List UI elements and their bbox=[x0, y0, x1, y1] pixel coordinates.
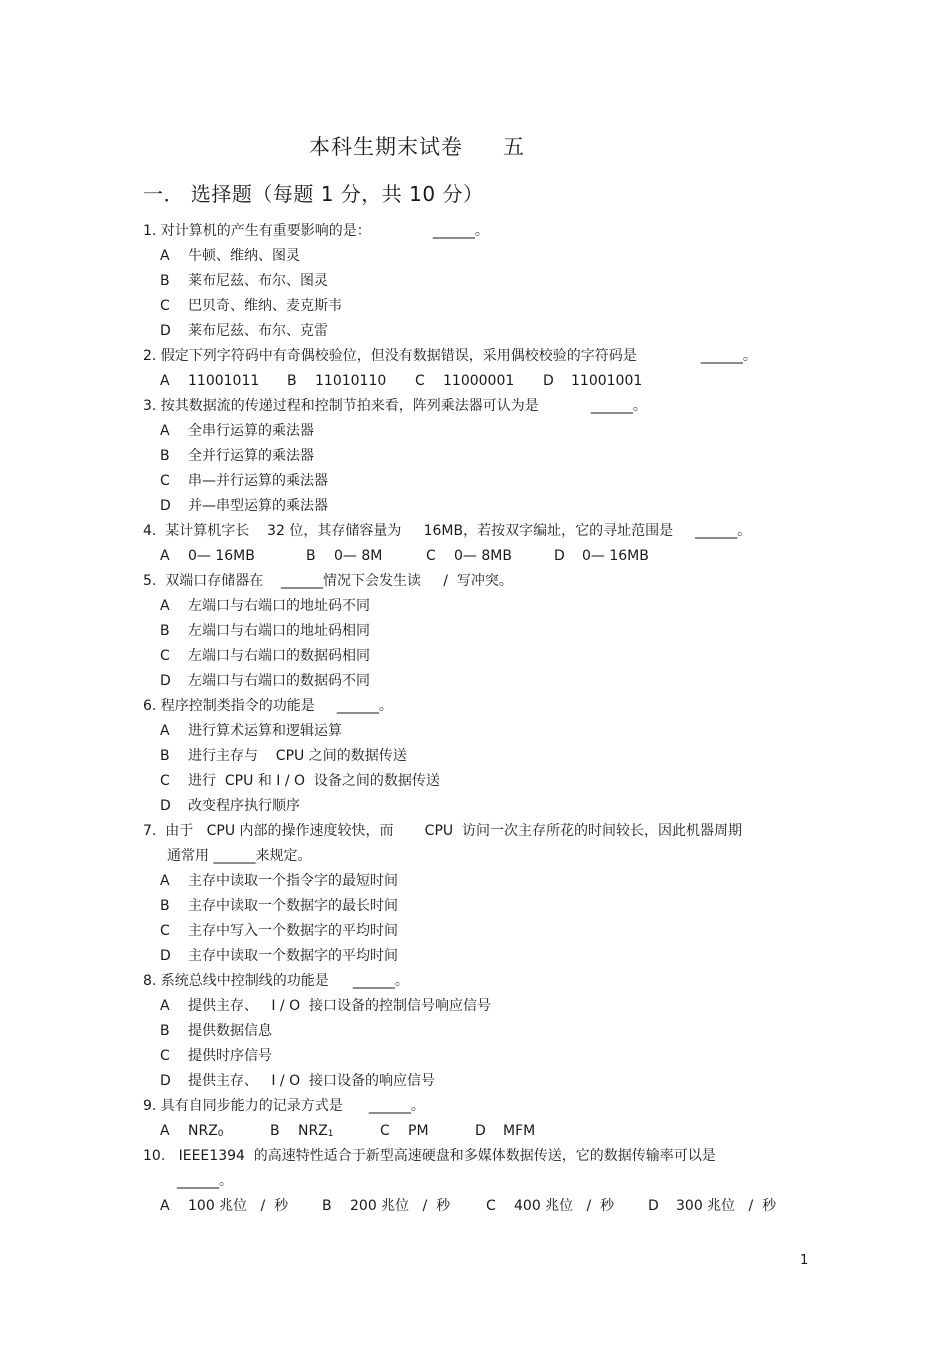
question-8-option-d: D 提供主存、 I / O 接口设备的响应信号 bbox=[160, 1073, 436, 1089]
question-7-option-d: D 主存中读取一个数据字的平均时间 bbox=[160, 948, 398, 964]
question-10-stem-continued: ______。 bbox=[177, 1173, 233, 1189]
question-2-options: A 11001011 B 11010110 C 11000001 D 11001001 bbox=[160, 373, 643, 389]
answer-blank: ______。 bbox=[368, 1098, 425, 1114]
answer-blank: ______。 bbox=[590, 398, 647, 414]
question-5-option-b: B 左端口与右端口的地址码相同 bbox=[160, 623, 370, 639]
section-heading: 一． 选择题（每题 1 分，共 10 分） bbox=[143, 182, 484, 206]
question-5-stem: 5. 双端口存储器在 ______情况下会发生读 / 写冲突。 bbox=[143, 573, 513, 589]
question-7-stem-continued: 通常用 ______来规定。 bbox=[167, 848, 312, 864]
question-4-stem: 4. 某计算机字长 32 位，其存储容量为 16MB，若按双字编址，它的寻址范围是 ______。 bbox=[143, 519, 823, 544]
question-4-options: A 0— 16MB B 0— 8M C 0— 8MB D 0— 16MB bbox=[160, 548, 649, 564]
question-3-option-d: D 并—串型运算的乘法器 bbox=[160, 498, 328, 514]
question-3-stem: 3. 按其数据流的传递过程和控制节拍来看，阵列乘法器可认为是 ______。 bbox=[143, 394, 823, 419]
question-list bbox=[143, 219, 823, 1219]
question-3-option-c: C 串—并行运算的乘法器 bbox=[160, 473, 328, 489]
page-number: 1 bbox=[800, 1253, 809, 1268]
question-9-options: A NRZ0 B NRZ1 C PM D MFM bbox=[160, 1123, 536, 1139]
question-1-option-b: B 莱布尼兹、布尔、图灵 bbox=[160, 273, 328, 289]
question-1-option-d: D 莱布尼兹、布尔、克雷 bbox=[160, 323, 328, 339]
question-1-option-c: C 巴贝奇、维纳、麦克斯韦 bbox=[160, 298, 342, 314]
question-1-stem: 1. 对计算机的产生有重要影响的是： ______。 bbox=[143, 219, 823, 244]
question-3-option-b: B 全并行运算的乘法器 bbox=[160, 448, 314, 464]
question-3-option-a: A 全串行运算的乘法器 bbox=[160, 423, 314, 439]
question-6-option-a: A 进行算术运算和逻辑运算 bbox=[160, 723, 342, 739]
question-7-option-c: C 主存中写入一个数据字的平均时间 bbox=[160, 923, 398, 939]
question-5-option-d: D 左端口与右端口的数据码不同 bbox=[160, 673, 370, 689]
answer-blank: ______。 bbox=[432, 223, 489, 239]
question-1-option-a: A 牛顿、维纳、图灵 bbox=[160, 248, 300, 264]
question-6-option-b: B 进行主存与 CPU 之间的数据传送 bbox=[160, 748, 407, 764]
question-10-stem: 10. IEEE1394 的高速特性适合于新型高速硬盘和多媒体数据传送，它的数据传输率可以是 bbox=[143, 1148, 716, 1164]
question-7-stem: 7. 由于 CPU 内部的操作速度较快，而 CPU 访问一次主存所花的时间较长，因此机器周期 bbox=[143, 823, 743, 839]
question-5-option-a: A 左端口与右端口的地址码不同 bbox=[160, 598, 370, 614]
question-7-option-a: A 主存中读取一个指令字的最短时间 bbox=[160, 873, 398, 889]
question-6-stem: 6. 程序控制类指令的功能是 ______。 bbox=[143, 694, 823, 719]
answer-blank: ______。 bbox=[695, 523, 752, 539]
question-6-option-d: D 改变程序执行顺序 bbox=[160, 798, 300, 814]
exam-title-number: 五 bbox=[503, 135, 525, 159]
question-8-option-c: C 提供时序信号 bbox=[160, 1048, 272, 1064]
question-9-stem: 9. 具有自同步能力的记录方式是 ______。 bbox=[143, 1094, 823, 1119]
question-8-stem: 8. 系统总线中控制线的功能是 ______。 bbox=[143, 969, 823, 994]
question-2-stem: 2. 假定下列字符码中有奇偶校验位，但没有数据错误，采用偶校校验的字符码是 ______。 bbox=[143, 344, 823, 369]
exam-title-main: 本科生期末试卷 bbox=[309, 135, 463, 159]
question-5-option-c: C 左端口与右端口的数据码相同 bbox=[160, 648, 370, 664]
answer-blank: ______。 bbox=[352, 973, 409, 989]
exam-title bbox=[0, 131, 892, 161]
answer-blank: ______。 bbox=[336, 698, 393, 714]
answer-blank: ______。 bbox=[700, 348, 757, 364]
question-8-option-a: A 提供主存、 I / O 接口设备的控制信号响应信号 bbox=[160, 998, 492, 1014]
question-7-option-b: B 主存中读取一个数据字的最长时间 bbox=[160, 898, 398, 914]
question-10-options: A 100 兆位 / 秒 B 200 兆位 / 秒 C 400 兆位 / 秒 D 300 兆位 / 秒 bbox=[160, 1198, 777, 1214]
question-8-option-b: B 提供数据信息 bbox=[160, 1023, 272, 1039]
question-6-option-c: C 进行 CPU 和 I / O 设备之间的数据传送 bbox=[160, 773, 440, 789]
